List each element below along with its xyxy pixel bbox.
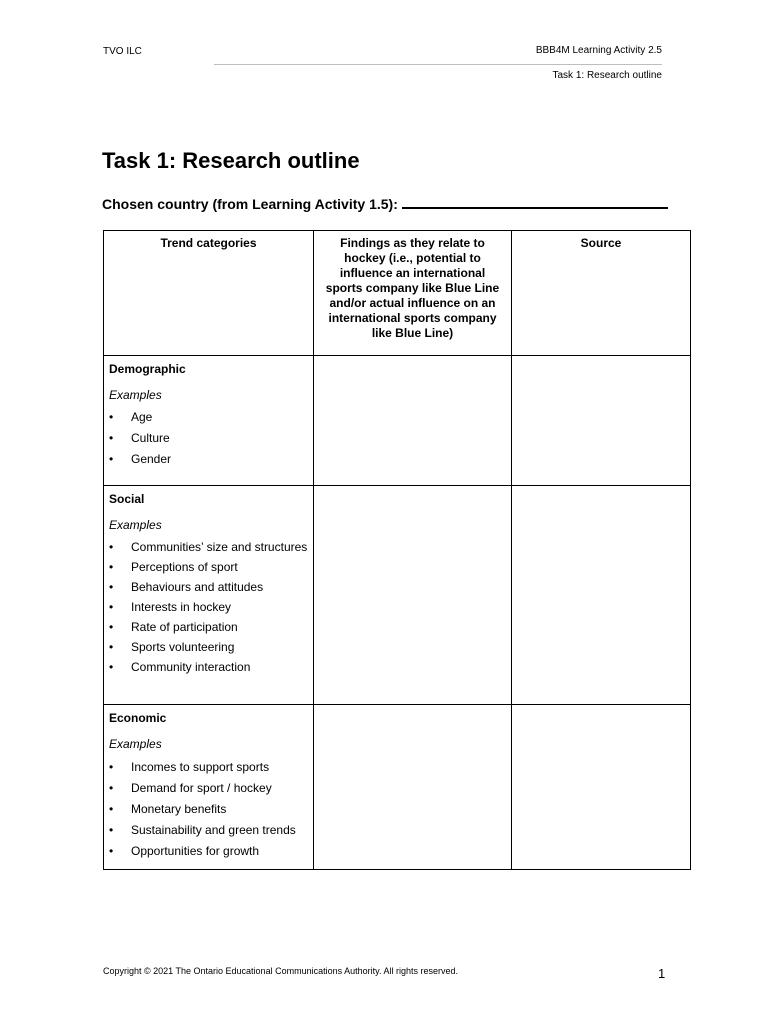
examples-label: Examples	[109, 518, 162, 532]
list-item: • Age	[109, 410, 308, 425]
list-item: • Incomes to support sports	[109, 760, 308, 775]
copyright-notice: Copyright © 2021 The Ontario Educational Communications Authority. All rights reserved.	[103, 966, 458, 976]
category-cell	[104, 356, 314, 486]
header-course: BBB4M Learning Activity 2.5	[535, 45, 662, 56]
table-row-demographic	[104, 356, 691, 486]
source-cell	[512, 705, 691, 870]
list-item: • Demand for sport / hockey	[109, 781, 308, 796]
table-row-social	[104, 486, 691, 705]
header-task: Task 1: Research outline	[552, 70, 662, 81]
chosen-country-blank	[402, 195, 668, 209]
header-findings: Findings as they relate to hockey (i.e., potential to influence an international sports company like Blue Line and/or actual influence on an international sports company like Blue Line)	[314, 231, 512, 356]
header-source: Source	[512, 231, 691, 356]
category-name: Social	[109, 492, 145, 506]
category-name: Economic	[109, 711, 167, 725]
findings-cell	[314, 486, 512, 705]
list-item: • Gender	[109, 452, 308, 467]
list-item: • Communities’ size and structures	[109, 540, 308, 555]
findings-cell	[314, 705, 512, 870]
list-item: • Interests in hockey	[109, 600, 308, 615]
list-item: • Perceptions of sport	[109, 560, 308, 575]
examples-list	[109, 540, 308, 675]
table-header-row	[104, 231, 691, 356]
category-name: Demographic	[109, 362, 186, 376]
chosen-country-label: Chosen country (from Learning Activity 1.5):	[102, 196, 398, 212]
examples-list	[109, 760, 308, 859]
list-item: • Community interaction	[109, 660, 308, 675]
examples-label: Examples	[109, 388, 162, 402]
chosen-country-line	[102, 195, 668, 212]
category-cell	[104, 705, 314, 870]
category-cell	[104, 486, 314, 705]
list-item: • Monetary benefits	[109, 802, 308, 817]
header-divider	[214, 64, 662, 65]
examples-label: Examples	[109, 737, 162, 751]
header-trend-categories: Trend categories	[104, 231, 314, 356]
research-outline-table	[103, 230, 691, 870]
page-number: 1	[658, 966, 666, 981]
table-row-economic	[104, 705, 691, 870]
header-org: TVO ILC	[103, 46, 142, 57]
list-item: • Behaviours and attitudes	[109, 580, 308, 595]
list-item: • Opportunities for growth	[109, 844, 308, 859]
list-item: • Culture	[109, 431, 308, 446]
list-item: • Rate of participation	[109, 620, 308, 635]
list-item: • Sports volunteering	[109, 640, 308, 655]
source-cell	[512, 356, 691, 486]
examples-list	[109, 410, 308, 467]
page-title: Task 1: Research outline	[102, 148, 360, 173]
source-cell	[512, 486, 691, 705]
list-item: • Sustainability and green trends	[109, 823, 308, 838]
findings-cell	[314, 356, 512, 486]
